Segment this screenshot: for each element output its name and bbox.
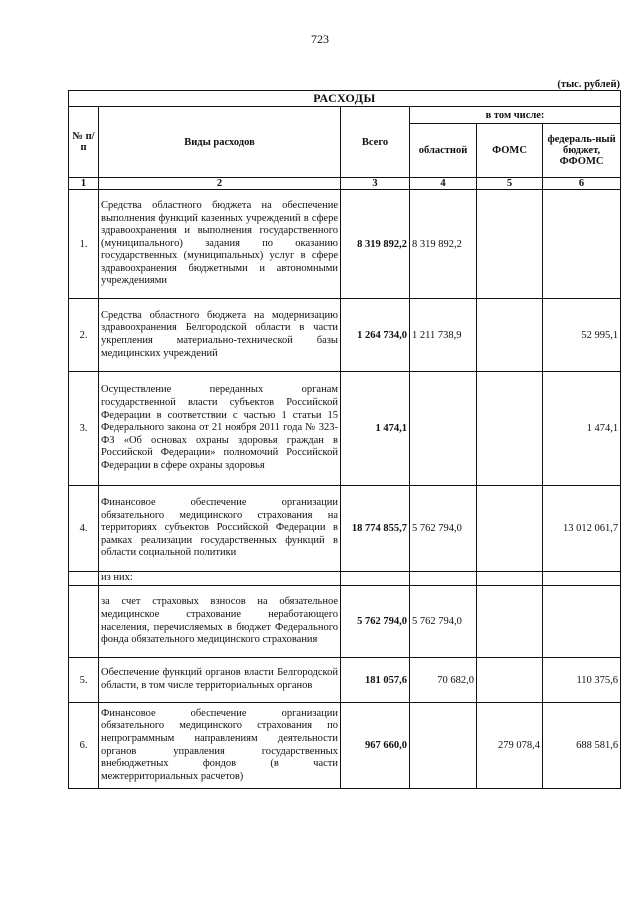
row-desc: из них: bbox=[99, 572, 341, 586]
header-federal: федераль-ный бюджет, ФФОМС bbox=[543, 124, 621, 178]
row-num: 6. bbox=[69, 703, 99, 789]
expenses-table bbox=[68, 90, 621, 789]
col-number: 6 bbox=[543, 178, 621, 190]
row-total: 181 057,6 bbox=[341, 658, 410, 703]
row-desc: Средства областного бюджета на модернизацию здравоохранения Белгородской области в части укрепления материально-технической базы медицинских учреждений bbox=[99, 299, 341, 372]
row-federal: 52 995,1 bbox=[543, 299, 621, 372]
header-including: в том числе: bbox=[410, 107, 621, 124]
row-desc: Обеспечение функций органов власти Белгородской области, в том числе территориальных органов bbox=[99, 658, 341, 703]
row-num bbox=[69, 572, 99, 586]
row-total: 1 474,1 bbox=[341, 372, 410, 486]
row-num: 2. bbox=[69, 299, 99, 372]
row-regional: 1 211 738,9 bbox=[410, 299, 477, 372]
row-desc: Финансовое обеспечение организации обязательного медицинского страхования на территориях субъектов Российской Федерации в рамках реализации государственных функций в области социальной политики bbox=[99, 486, 341, 572]
row-foms bbox=[477, 299, 543, 372]
row-num: 5. bbox=[69, 658, 99, 703]
row-foms: 279 078,4 bbox=[477, 703, 543, 789]
row-federal: 110 375,6 bbox=[543, 658, 621, 703]
row-regional: 8 319 892,2 bbox=[410, 190, 477, 299]
row-regional: 5 762 794,0 bbox=[410, 486, 477, 572]
row-total: 18 774 855,7 bbox=[341, 486, 410, 572]
col-number: 2 bbox=[99, 178, 341, 190]
col-number: 5 bbox=[477, 178, 543, 190]
table-row bbox=[69, 703, 621, 789]
row-foms bbox=[477, 372, 543, 486]
row-desc: Осуществление переданных органам государственной власти субъектов Российской Федерации в соответствии с частью 1 статьи 15 Федерального закона от 21 ноября 2011 года № 323-ФЗ «Об основах охраны здоровья граждан в Российской Федерации» полномочий Российской Федерации в сфере охраны здоровья bbox=[99, 372, 341, 486]
row-regional bbox=[410, 703, 477, 789]
table-row bbox=[69, 190, 621, 299]
col-number: 4 bbox=[410, 178, 477, 190]
row-regional: 5 762 794,0 bbox=[410, 586, 477, 658]
table-row bbox=[69, 372, 621, 486]
row-desc: Средства областного бюджета на обеспечение выполнения функций казенных учреждений в сфере здравоохранения и выполнения государственного (муниципального) задания по оказанию государственных (муниципальных) услуг в сфере здравоохранения бюджетными и автономными учреждениями bbox=[99, 190, 341, 299]
row-total bbox=[341, 572, 410, 586]
row-federal: 13 012 061,7 bbox=[543, 486, 621, 572]
row-regional bbox=[410, 572, 477, 586]
row-foms bbox=[477, 586, 543, 658]
row-desc: за счет страховых взносов на обязательное медицинское страхование неработающего населения, перечисляемых в бюджет Федерального фонда обязательного медицинского страхования bbox=[99, 586, 341, 658]
units-label: (тыс. рублей) bbox=[557, 79, 620, 90]
header-type: Виды расходов bbox=[99, 107, 341, 178]
row-regional bbox=[410, 372, 477, 486]
header-foms: ФОМС bbox=[477, 124, 543, 178]
row-regional: 70 682,0 bbox=[410, 658, 477, 703]
table-row bbox=[69, 586, 621, 658]
row-total: 8 319 892,2 bbox=[341, 190, 410, 299]
table-row bbox=[69, 299, 621, 372]
row-num: 4. bbox=[69, 486, 99, 572]
row-federal bbox=[543, 572, 621, 586]
row-foms bbox=[477, 486, 543, 572]
col-number: 1 bbox=[69, 178, 99, 190]
table-title: РАСХОДЫ bbox=[69, 91, 621, 107]
table-row bbox=[69, 486, 621, 572]
table-row bbox=[69, 572, 621, 586]
row-foms bbox=[477, 658, 543, 703]
row-federal: 688 581,6 bbox=[543, 703, 621, 789]
header-regional: областной bbox=[410, 124, 477, 178]
header-num: № п/п bbox=[69, 107, 99, 178]
row-federal bbox=[543, 586, 621, 658]
col-number: 3 bbox=[341, 178, 410, 190]
row-num: 3. bbox=[69, 372, 99, 486]
row-total: 1 264 734,0 bbox=[341, 299, 410, 372]
row-num bbox=[69, 586, 99, 658]
row-foms bbox=[477, 572, 543, 586]
table-row bbox=[69, 658, 621, 703]
row-federal bbox=[543, 190, 621, 299]
row-total: 5 762 794,0 bbox=[341, 586, 410, 658]
row-num: 1. bbox=[69, 190, 99, 299]
row-foms bbox=[477, 190, 543, 299]
page-number: 723 bbox=[311, 32, 329, 46]
row-total: 967 660,0 bbox=[341, 703, 410, 789]
row-desc: Финансовое обеспечение организации обязательного медицинского страхования по непрограммным направлениям деятельности органов управления государственных внебюджетных фондов (в части межтерриториальных расчетов) bbox=[99, 703, 341, 789]
header-total: Всего bbox=[341, 107, 410, 178]
row-federal: 1 474,1 bbox=[543, 372, 621, 486]
